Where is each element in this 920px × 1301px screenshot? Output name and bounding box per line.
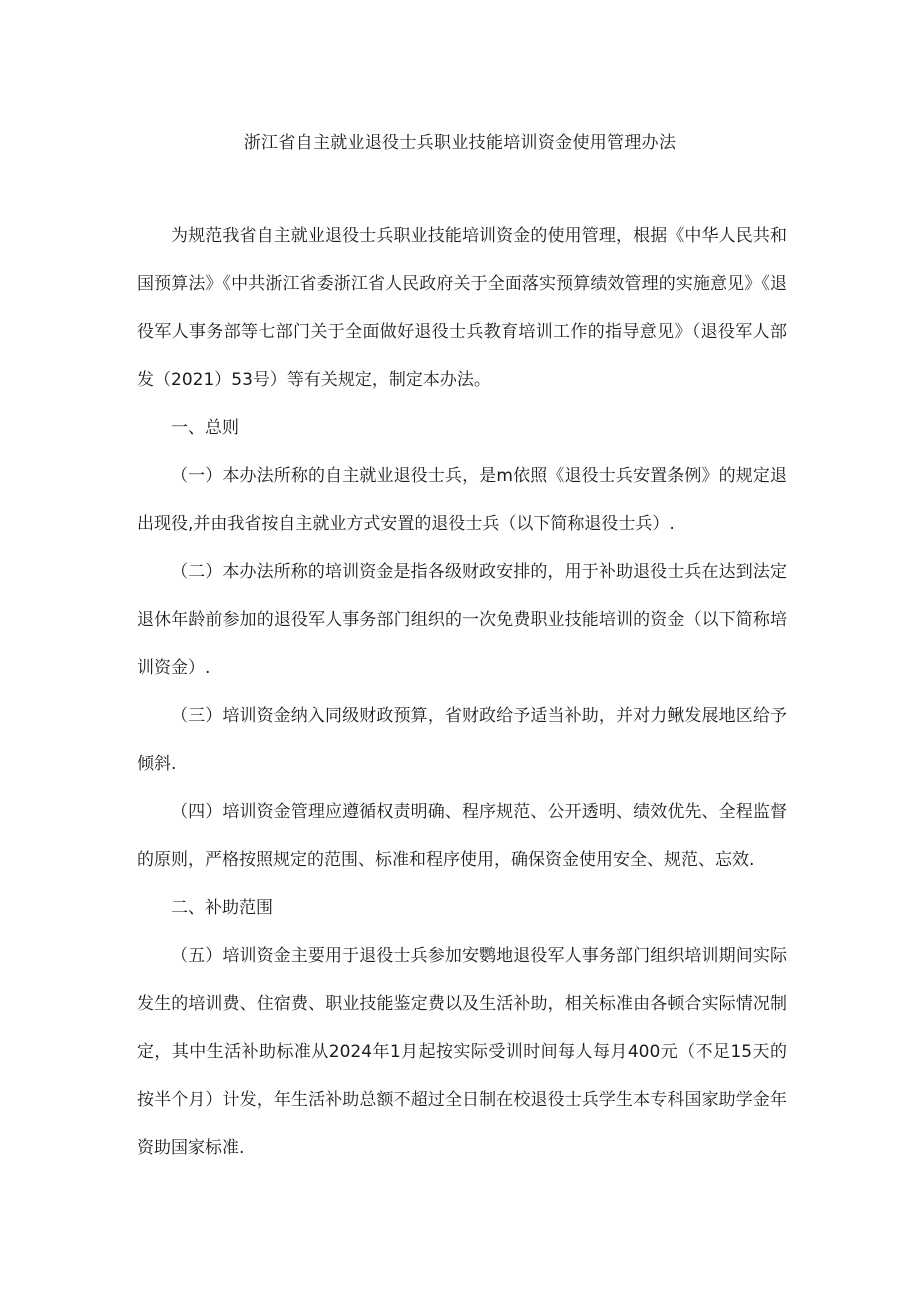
section-heading-general: 一、总则 — [171, 418, 239, 438]
clause-5-paragraph: （五）培训资金主要用于退役士兵参加安鹦地退役军人事务部门组织培训期间实际发生的培训费、住宿费、职业技能鉴定费以及生活补助，相关标准由各顿合实际情况制定，其中生活补助标准从2024年1月起按实际受训时间每人每月400元（不足15天的按半个月）计发，年生活补助总额不超过全日制在校退役士兵学生本专科国家助学金年资助国家标准. — [137, 946, 787, 1158]
clause-3-paragraph: （三）培训资金纳入同级财政预算，省财政给予适当补助，并对力鳅发展地区给予倾斜. — [137, 706, 787, 774]
clause-1-paragraph: （一）本办法所称的自主就业退役士兵，是m依照《退役士兵安置条例》的规定退出现役,并由我省按自主就业方式安置的退役士兵（以下简称退役士兵）. — [137, 466, 787, 534]
clause-4-paragraph: （四）培训资金管理应遵循权责明确、程序规范、公开透明、绩效优先、全程监督的原则，严格按照规定的范围、标准和程序使用，确保资金使用安全、规范、忘效. — [137, 802, 787, 870]
section-heading-scope: 二、补助范围 — [171, 898, 273, 918]
document-title: 浙江省自主就业退役士兵职业技能培训资金使用管理办法 — [243, 133, 677, 153]
clause-2-paragraph: （二）本办法所称的培训资金是指各级财政安排的，用于补助退役士兵在达到法定退休年龄前参加的退役军人事务部门组织的一次免费职业技能培训的资金（以下简称培训资金）. — [137, 562, 787, 678]
intro-paragraph: 为规范我省自主就业退役士兵职业技能培训资金的使用管理，根据《中华人民共和国预算法》《中共浙江省委浙江省人民政府关于全面落实预算绩效管理的实施意见》《退役军人事务部等七部门关于全面做好退役士兵教育培训工作的指导意见》（退役军人部发（2021）53号）等有关规定，制定本办法。 — [137, 226, 787, 390]
document-body — [137, 212, 787, 1172]
